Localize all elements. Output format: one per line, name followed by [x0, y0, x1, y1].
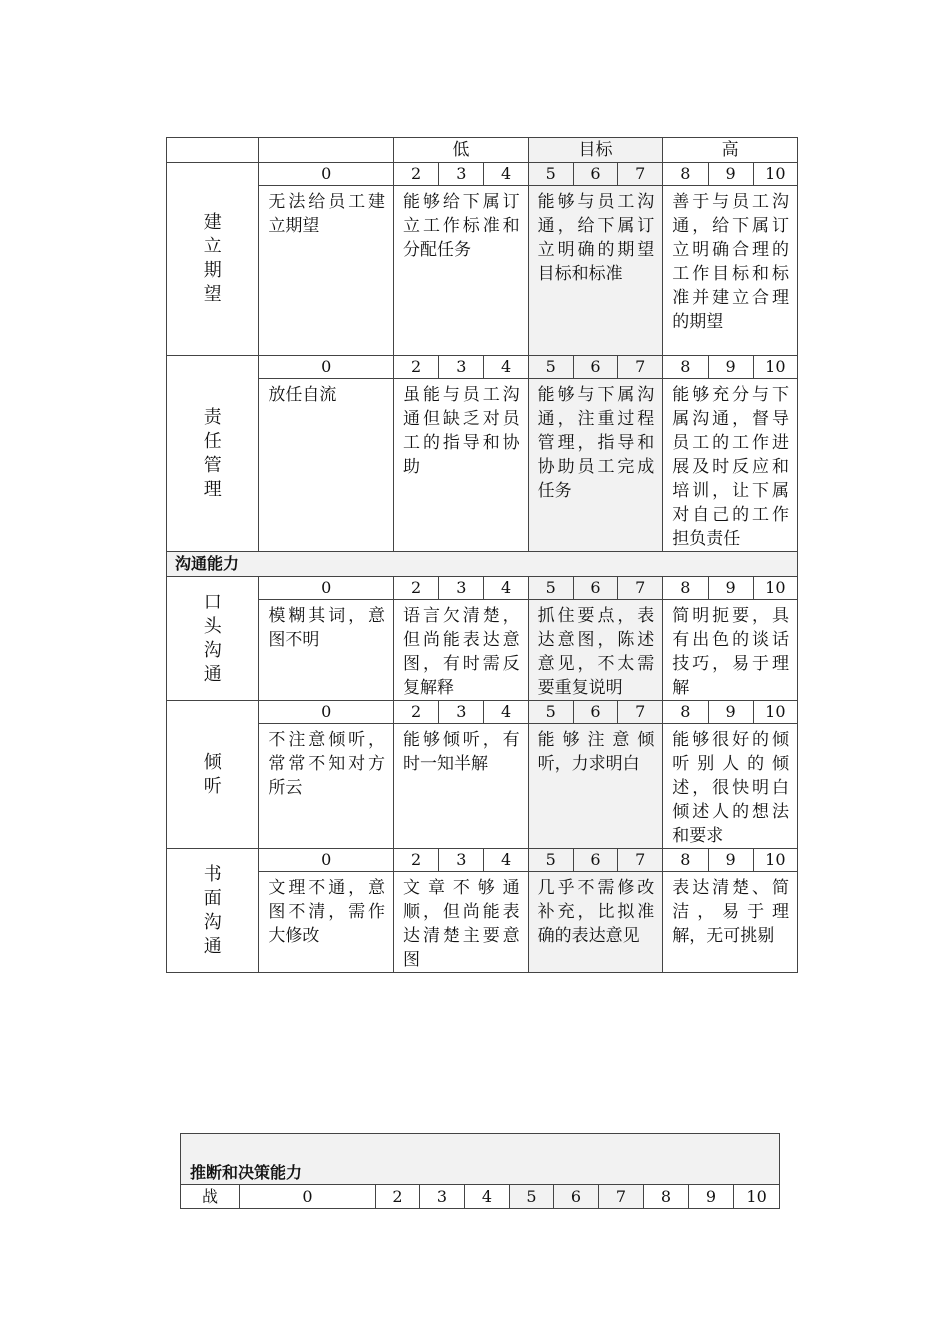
- row-label-oral: 口 头 沟 通: [167, 577, 259, 701]
- description-row: [167, 724, 798, 849]
- description-row: [167, 186, 798, 356]
- section-communication: 沟通能力: [167, 552, 798, 577]
- band-low: 低: [394, 138, 529, 163]
- desc-target: 抓住要点，表达意图，陈述意见，不太需要重复说明: [528, 600, 663, 701]
- score-6: 6: [573, 577, 617, 600]
- score-4: 4: [484, 577, 528, 600]
- score-4: 4: [484, 163, 528, 186]
- desc-high: 能够很好的倾听别人的倾述，很快明白倾述人的想法和要求: [663, 724, 798, 849]
- desc-high: 能够充分与下属沟通，督导员工的工作进展及时反应和培训，让下属对自己的工作担负责任: [663, 379, 798, 552]
- description-row: [167, 379, 798, 552]
- score-2: 2: [394, 577, 439, 600]
- score-5: 5: [528, 356, 573, 379]
- score-9: 9: [708, 849, 753, 872]
- desc-zero: 不注意倾听，常常不知对方所云: [259, 724, 394, 849]
- score-6: 6: [573, 356, 617, 379]
- score-5: 5: [528, 577, 573, 600]
- score-2: 2: [394, 701, 439, 724]
- desc-high: 简明扼要，具有出色的谈话技巧，易于理解: [663, 600, 798, 701]
- score-10: 10: [753, 163, 797, 186]
- score-0: 0: [259, 701, 394, 724]
- score-7: 7: [618, 356, 663, 379]
- desc-target: 能够与下属沟通，注重过程管理，指导和协助员工完成任务: [528, 379, 663, 552]
- description-row: [167, 872, 798, 973]
- score-0: 0: [259, 577, 394, 600]
- score-7: 7: [618, 849, 663, 872]
- score-8: 8: [663, 356, 708, 379]
- row-label-listening: 倾 听: [167, 701, 259, 849]
- score-2: 2: [394, 163, 439, 186]
- desc-high: 善于与员工沟通，给下属订立明确合理的工作目标和标准并建立合理的期望: [663, 186, 798, 356]
- desc-target: 能够注意倾听，力求明白: [528, 724, 663, 849]
- description-row: [167, 600, 798, 701]
- band-blank: [259, 138, 394, 163]
- score-4: 4: [484, 701, 528, 724]
- score-3: 3: [439, 849, 484, 872]
- section-row: [181, 1134, 780, 1185]
- desc-zero: 文理不通，意图不清，需作大修改: [259, 872, 394, 973]
- score-9: 9: [708, 356, 753, 379]
- desc-zero: 放任自流: [259, 379, 394, 552]
- desc-target: 能够与员工沟通，给下属订立明确的期望目标和标准: [528, 186, 663, 356]
- desc-high: 表达清楚、简洁，易于理解，无可挑剔: [663, 872, 798, 973]
- row-label-strategy: 战: [181, 1185, 240, 1209]
- score-9: 9: [708, 701, 753, 724]
- score-0: 0: [240, 1185, 376, 1209]
- score-4: 4: [484, 356, 528, 379]
- score-10: 10: [753, 849, 797, 872]
- score-6: 6: [573, 701, 617, 724]
- score-10: 10: [753, 701, 797, 724]
- score-0: 0: [259, 849, 394, 872]
- scale-row: [167, 356, 798, 379]
- score-10: 10: [753, 577, 797, 600]
- desc-low: 虽能与员工沟通但缺乏对员工的指导和协助: [394, 379, 529, 552]
- score-3: 3: [439, 577, 484, 600]
- judgment-table: [180, 1133, 780, 1209]
- score-3: 3: [420, 1185, 465, 1209]
- scale-row: [167, 701, 798, 724]
- score-6: 6: [573, 163, 617, 186]
- band-high: 高: [663, 138, 798, 163]
- score-4: 4: [465, 1185, 510, 1209]
- desc-low: 文章不够通顺，但尚能表达清楚主要意图: [394, 872, 529, 973]
- score-7: 7: [618, 701, 663, 724]
- scale-row: [167, 577, 798, 600]
- scale-row: [167, 849, 798, 872]
- score-7: 7: [618, 163, 663, 186]
- score-3: 3: [439, 163, 484, 186]
- scale-row: [181, 1185, 780, 1209]
- band-header-row: [167, 138, 798, 163]
- score-2: 2: [376, 1185, 420, 1209]
- desc-zero: 无法给员工建立期望: [259, 186, 394, 356]
- score-8: 8: [663, 577, 708, 600]
- desc-low: 能够给下属订立工作标准和分配任务: [394, 186, 529, 356]
- score-4: 4: [484, 849, 528, 872]
- corner-cell: [167, 138, 259, 163]
- score-0: 0: [259, 163, 394, 186]
- score-5: 5: [528, 701, 573, 724]
- score-5: 5: [510, 1185, 554, 1209]
- row-label-responsibility: 责 任 管 理: [167, 356, 259, 552]
- score-8: 8: [663, 849, 708, 872]
- competency-table: [166, 137, 798, 973]
- row-label-expectation: 建 立 期 望: [167, 163, 259, 356]
- score-9: 9: [708, 577, 753, 600]
- score-7: 7: [599, 1185, 644, 1209]
- score-5: 5: [528, 163, 573, 186]
- desc-zero: 模糊其词，意图不明: [259, 600, 394, 701]
- desc-target: 几乎不需修改补充，比拟准确的表达意见: [528, 872, 663, 973]
- score-6: 6: [573, 849, 617, 872]
- score-2: 2: [394, 849, 439, 872]
- score-9: 9: [689, 1185, 734, 1209]
- band-target: 目标: [528, 138, 663, 163]
- score-6: 6: [554, 1185, 599, 1209]
- score-8: 8: [663, 163, 708, 186]
- score-8: 8: [663, 701, 708, 724]
- score-3: 3: [439, 701, 484, 724]
- desc-low: 能够倾听，有时一知半解: [394, 724, 529, 849]
- score-7: 7: [618, 577, 663, 600]
- section-row: [167, 552, 798, 577]
- score-0: 0: [259, 356, 394, 379]
- score-9: 9: [708, 163, 753, 186]
- desc-low: 语言欠清楚，但尚能表达意图，有时需反复解释: [394, 600, 529, 701]
- score-3: 3: [439, 356, 484, 379]
- row-label-written: 书 面 沟 通: [167, 849, 259, 973]
- score-10: 10: [753, 356, 797, 379]
- section-judgment: 推断和决策能力: [181, 1134, 780, 1185]
- score-2: 2: [394, 356, 439, 379]
- score-5: 5: [528, 849, 573, 872]
- scale-row: [167, 163, 798, 186]
- score-8: 8: [644, 1185, 689, 1209]
- score-10: 10: [734, 1185, 780, 1209]
